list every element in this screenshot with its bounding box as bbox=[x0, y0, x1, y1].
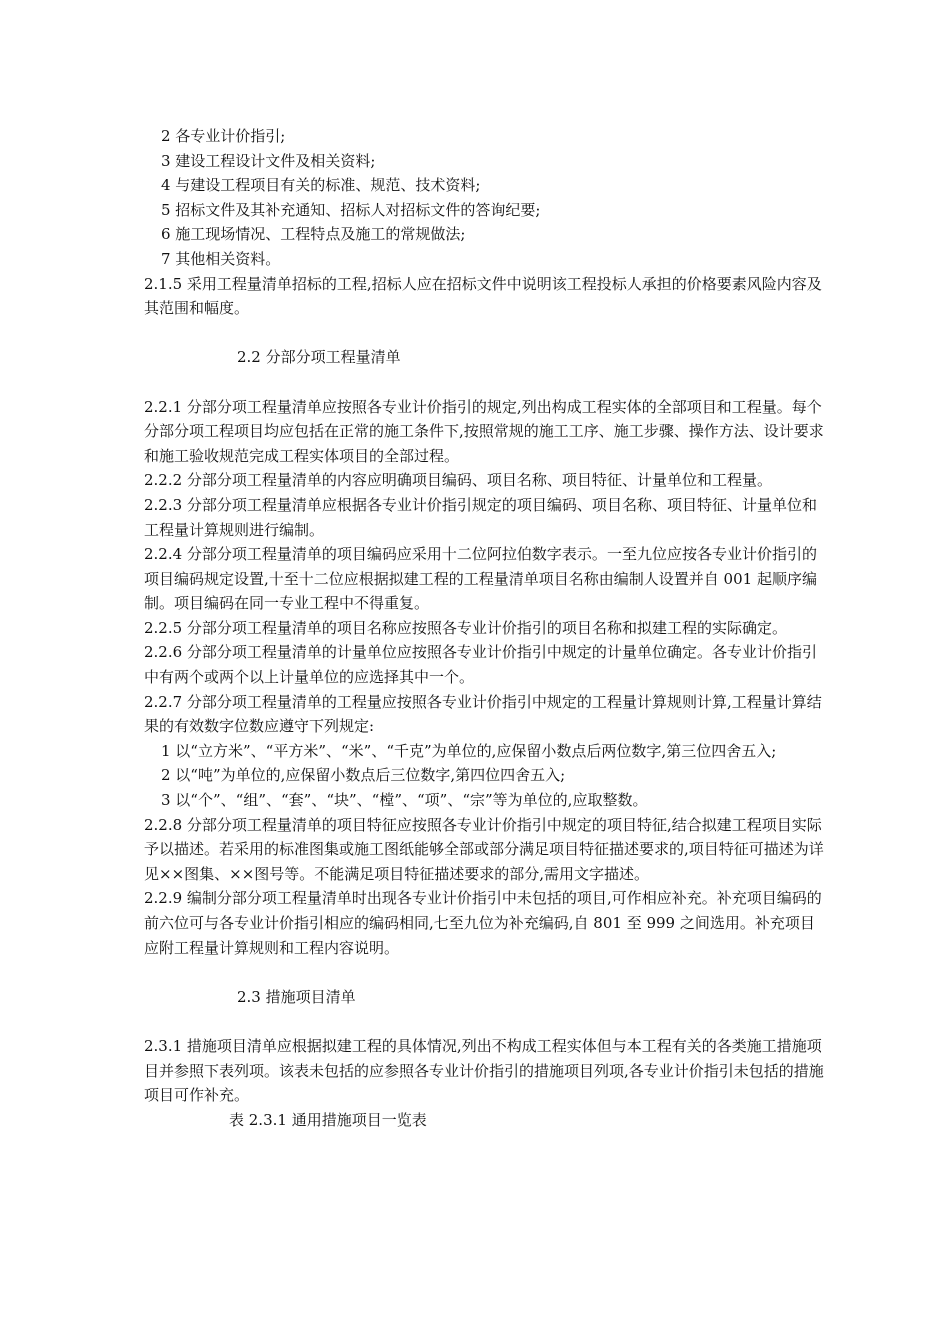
clause-2-2-3: 2.2.3 分部分项工程量清单应根据各专业计价指引规定的项目编码、项目名称、项目特征、计量单位和工程量计算规则进行编制。 bbox=[144, 495, 817, 539]
clause-2-2-2: 2.2.2 分部分项工程量清单的内容应明确项目编码、项目名称、项目特征、计量单位和工程量。 bbox=[144, 471, 772, 490]
list-item: 2 各专业计价指引; bbox=[161, 127, 286, 145]
clause-2-2-7: 2.2.7 分部分项工程量清单的工程量应按照各专业计价指引中规定的工程量计算规则计算,工程量计算结果的有效数字位数应遵守下列规定: bbox=[144, 692, 822, 736]
clause-2-2-6: 2.2.6 分部分项工程量清单的计量单位应按照各专业计价指引中规定的计量单位确定。各专业计价指引中有两个或两个以上计量单位的应选择其中一个。 bbox=[144, 643, 817, 687]
document-body bbox=[144, 124, 824, 1132]
rule-item: 2 以“吨”为单位的,应保留小数点后三位数字,第四位四舍五入; bbox=[161, 766, 566, 785]
clause-2-2-8: 2.2.8 分部分项工程量清单的项目特征应按照各专业计价指引中规定的项目特征,结合拟建工程项目实际予以描述。若采用的标准图集或施工图纸能够全部或部分满足项目特征描述要求的,项目特征可描述为详见××图集、××图号等。不能满足项目特征描述要求的部分,需用文字描述。 bbox=[144, 815, 824, 883]
rule-item: 3 以“个”、“组”、“套”、“块”、“樘”、“项”、“宗”等为单位的,应取整数。 bbox=[161, 791, 648, 810]
section-heading-2-3: 2.3 措施项目清单 bbox=[237, 987, 356, 1006]
clause-2-1-5: 2.1.5 采用工程量清单招标的工程,招标人应在招标文件中说明该工程投标人承担的价格要素风险内容及其范围和幅度。 bbox=[144, 274, 822, 318]
clause-2-2-5: 2.2.5 分部分项工程量清单的项目名称应按照各专业计价指引的项目名称和拟建工程的实际确定。 bbox=[144, 618, 787, 637]
rule-item: 1 以“立方米”、“平方米”、“米”、“千克”为单位的,应保留小数点后两位数字,第三位四舍五入; bbox=[161, 741, 777, 760]
list-item: 6 施工现场情况、工程特点及施工的常规做法; bbox=[161, 225, 466, 244]
list-item: 7 其他相关资料。 bbox=[161, 249, 281, 268]
list-item: 4 与建设工程项目有关的标准、规范、技术资料; bbox=[161, 176, 481, 195]
clause-2-2-9: 2.2.9 编制分部分项工程量清单时出现各专业计价指引中未包括的项目,可作相应补充。补充项目编码的前六位可与各专业计价指引相应的编码相同,七至九位为补充编码,自 801 至 999 之间选用。补充项目应附工程量计算规则和工程内容说明。 bbox=[144, 889, 822, 957]
clause-2-2-4: 2.2.4 分部分项工程量清单的项目编码应采用十二位阿拉伯数字表示。一至九位应按各专业计价指引的项目编码规定设置,十至十二位应根据拟建工程的工程量清单项目名称由编制人设置并自 001 起顺序编制。项目编码在同一专业工程中不得重复。 bbox=[144, 545, 817, 613]
table-caption: 表 2.3.1 通用措施项目一览表 bbox=[229, 1110, 427, 1129]
clause-2-3-1: 2.3.1 措施项目清单应根据拟建工程的具体情况,列出不构成工程实体但与本工程有关的各类施工措施项目并参照下表列项。该表未包括的应参照各专业计价指引的措施项目列项,各专业计价指引未包括的措施项目可作补充。 bbox=[144, 1036, 824, 1105]
section-heading-2-2: 2.2 分部分项工程量清单 bbox=[237, 348, 401, 367]
clause-2-2-1: 2.2.1 分部分项工程量清单应按照各专业计价指引的规定,列出构成工程实体的全部项目和工程量。每个分部分项工程项目均应包括在正常的施工条件下,按照常规的施工工序、施工步骤、操作方法、设计要求和施工验收规范完成工程实体项目的全部过程。 bbox=[144, 397, 824, 465]
list-item: 5 招标文件及其补充通知、招标人对招标文件的答询纪要; bbox=[161, 200, 541, 219]
list-item: 3 建设工程设计文件及相关资料; bbox=[161, 151, 376, 170]
